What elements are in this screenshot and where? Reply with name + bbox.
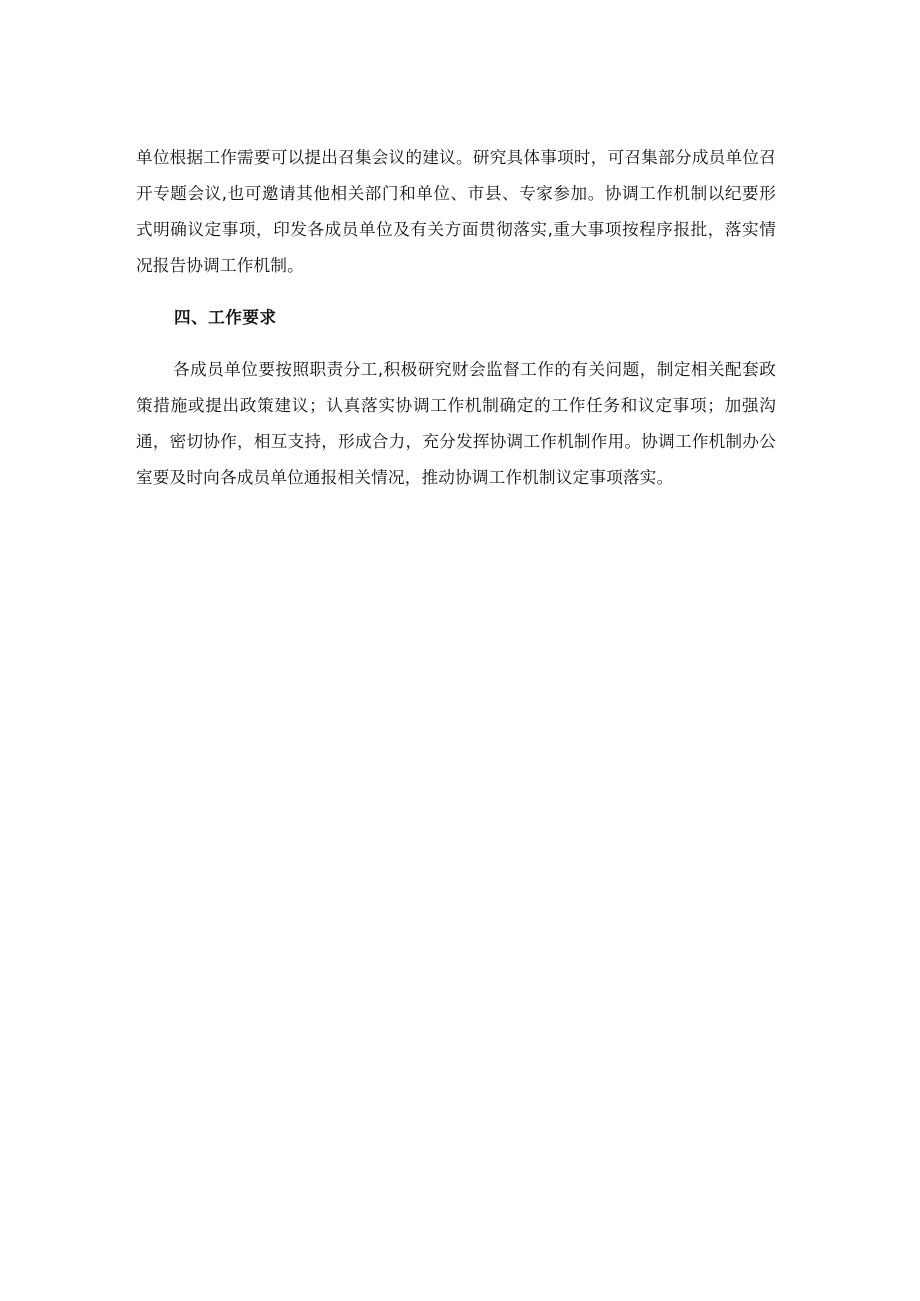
document-body bbox=[136, 140, 776, 496]
section-heading: 四、工作要求 bbox=[174, 308, 277, 327]
section-paragraph: 各成员单位要按照职责分工,积极研究财会监督工作的有关问题，制定相关配套政策措施或提出政策建议；认真落实协调工作机制确定的工作任务和议定事项；加强沟通，密切协作，相互支持，形成合力，充分发挥协调工作机制作用。协调工作机制办公室要及时向各成员单位通报相关情况，推动协调工作机制议定事项落实。 bbox=[136, 360, 776, 487]
paragraph-continuation: 单位根据工作需要可以提出召集会议的建议。研究具体事项时，可召集部分成员单位召开专题会议,也可邀请其他相关部门和单位、市县、专家参加。协调工作机制以纪要形式明确议定事项，印发各成员单位及有关方面贯彻落实,重大事项按程序报批，落实情况报告协调工作机制。 bbox=[136, 148, 776, 275]
